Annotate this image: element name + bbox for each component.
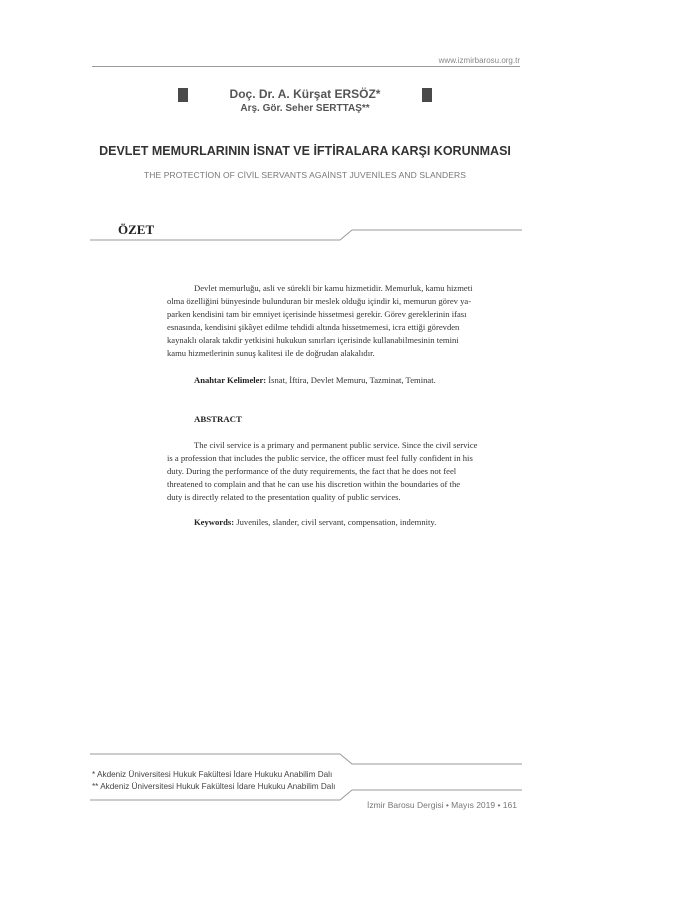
abstract-keywords-label: Keywords: (194, 517, 235, 527)
footnote-rule (90, 752, 522, 766)
ozet-line: kaynaklı olarak takdir yetkisini hukukun sınırları içerisinde kullanabilmesinin temini (167, 334, 459, 345)
ozet-keywords (194, 375, 436, 385)
abstract-line: The civil service is a primary and permanent public service. Since the civil service (194, 440, 478, 450)
abstract-line: threatened to complain and that he can use his discretion within the boundaries of the (167, 478, 461, 489)
journal-footer: İzmir Barosu Dergisi • Mayıs 2019 • 161 (366, 800, 517, 810)
section-rule (90, 228, 522, 242)
ozet-keywords-text: İsnat, İftira, Devlet Memuru, Tazminat, Teminat. (266, 375, 436, 385)
footnote-1: * Akdeniz Üniversitesi Hukuk Fakültesi İdare Hukuku Anabilim Dalı (92, 770, 333, 779)
ozet-line: esnasında, kendisini şikâyet edilme tehdidi altında hissetmemesi, icra ettiği görevden (167, 321, 460, 332)
abstract-line: duty is directly related to the presentation quality of public services. (167, 491, 401, 502)
abstract-keywords (194, 517, 436, 527)
ozet-line: kamu hizmetlerinin sunuş kalitesi ile de doğrudan alakalıdır. (167, 347, 375, 358)
article-subtitle: THE PROTECTİON OF CİVİL SERVANTS AGAİNST JUVENİLES AND SLANDERS (144, 170, 466, 180)
ozet-line: olma özelliğini bünyesinde bulunduran bir meslek olduğu içindir ki, memurun görev ya- (167, 295, 472, 306)
header-rule (92, 66, 520, 67)
abstract-heading: ABSTRACT (194, 414, 242, 424)
ozet-keywords-label: Anahtar Kelimeler: (194, 375, 267, 385)
ozet-line: Devlet memurluğu, asli ve sürekli bir kamu hizmetidir. Memurluk, kamu hizmeti (194, 283, 473, 293)
author-secondary: Arş. Gör. Seher SERTTAŞ** (240, 103, 370, 114)
ozet-line: parken kendisini tam bir emniyet içerisinde hissetmesi gerekir. Görev gereklerinin ifası (167, 308, 467, 319)
abstract-keywords-text: Juveniles, slander, civil servant, compensation, indemnity. (234, 517, 437, 527)
ozet-paragraph (167, 282, 519, 359)
author-primary: Doç. Dr. A. Kürşat ERSÖZ* (229, 87, 381, 101)
article-title: DEVLET MEMURLARININ İSNAT VE İFTİRALARA KARŞI KORUNMASI (99, 144, 511, 158)
abstract-paragraph (167, 439, 519, 504)
abstract-line: duty. During the performance of the duty requirements, the fact that he does not feel (167, 465, 457, 476)
abstract-line: is a profession that includes the public service, the officer must feel fully confident in his (167, 452, 473, 463)
site-url: www.izmirbarosu.org.tr (438, 56, 520, 65)
ozet-heading: ÖZET (118, 222, 155, 237)
footnote-2: ** Akdeniz Üniversitesi Hukuk Fakültesi İdare Hukuku Anabilim Dalı (92, 782, 336, 791)
